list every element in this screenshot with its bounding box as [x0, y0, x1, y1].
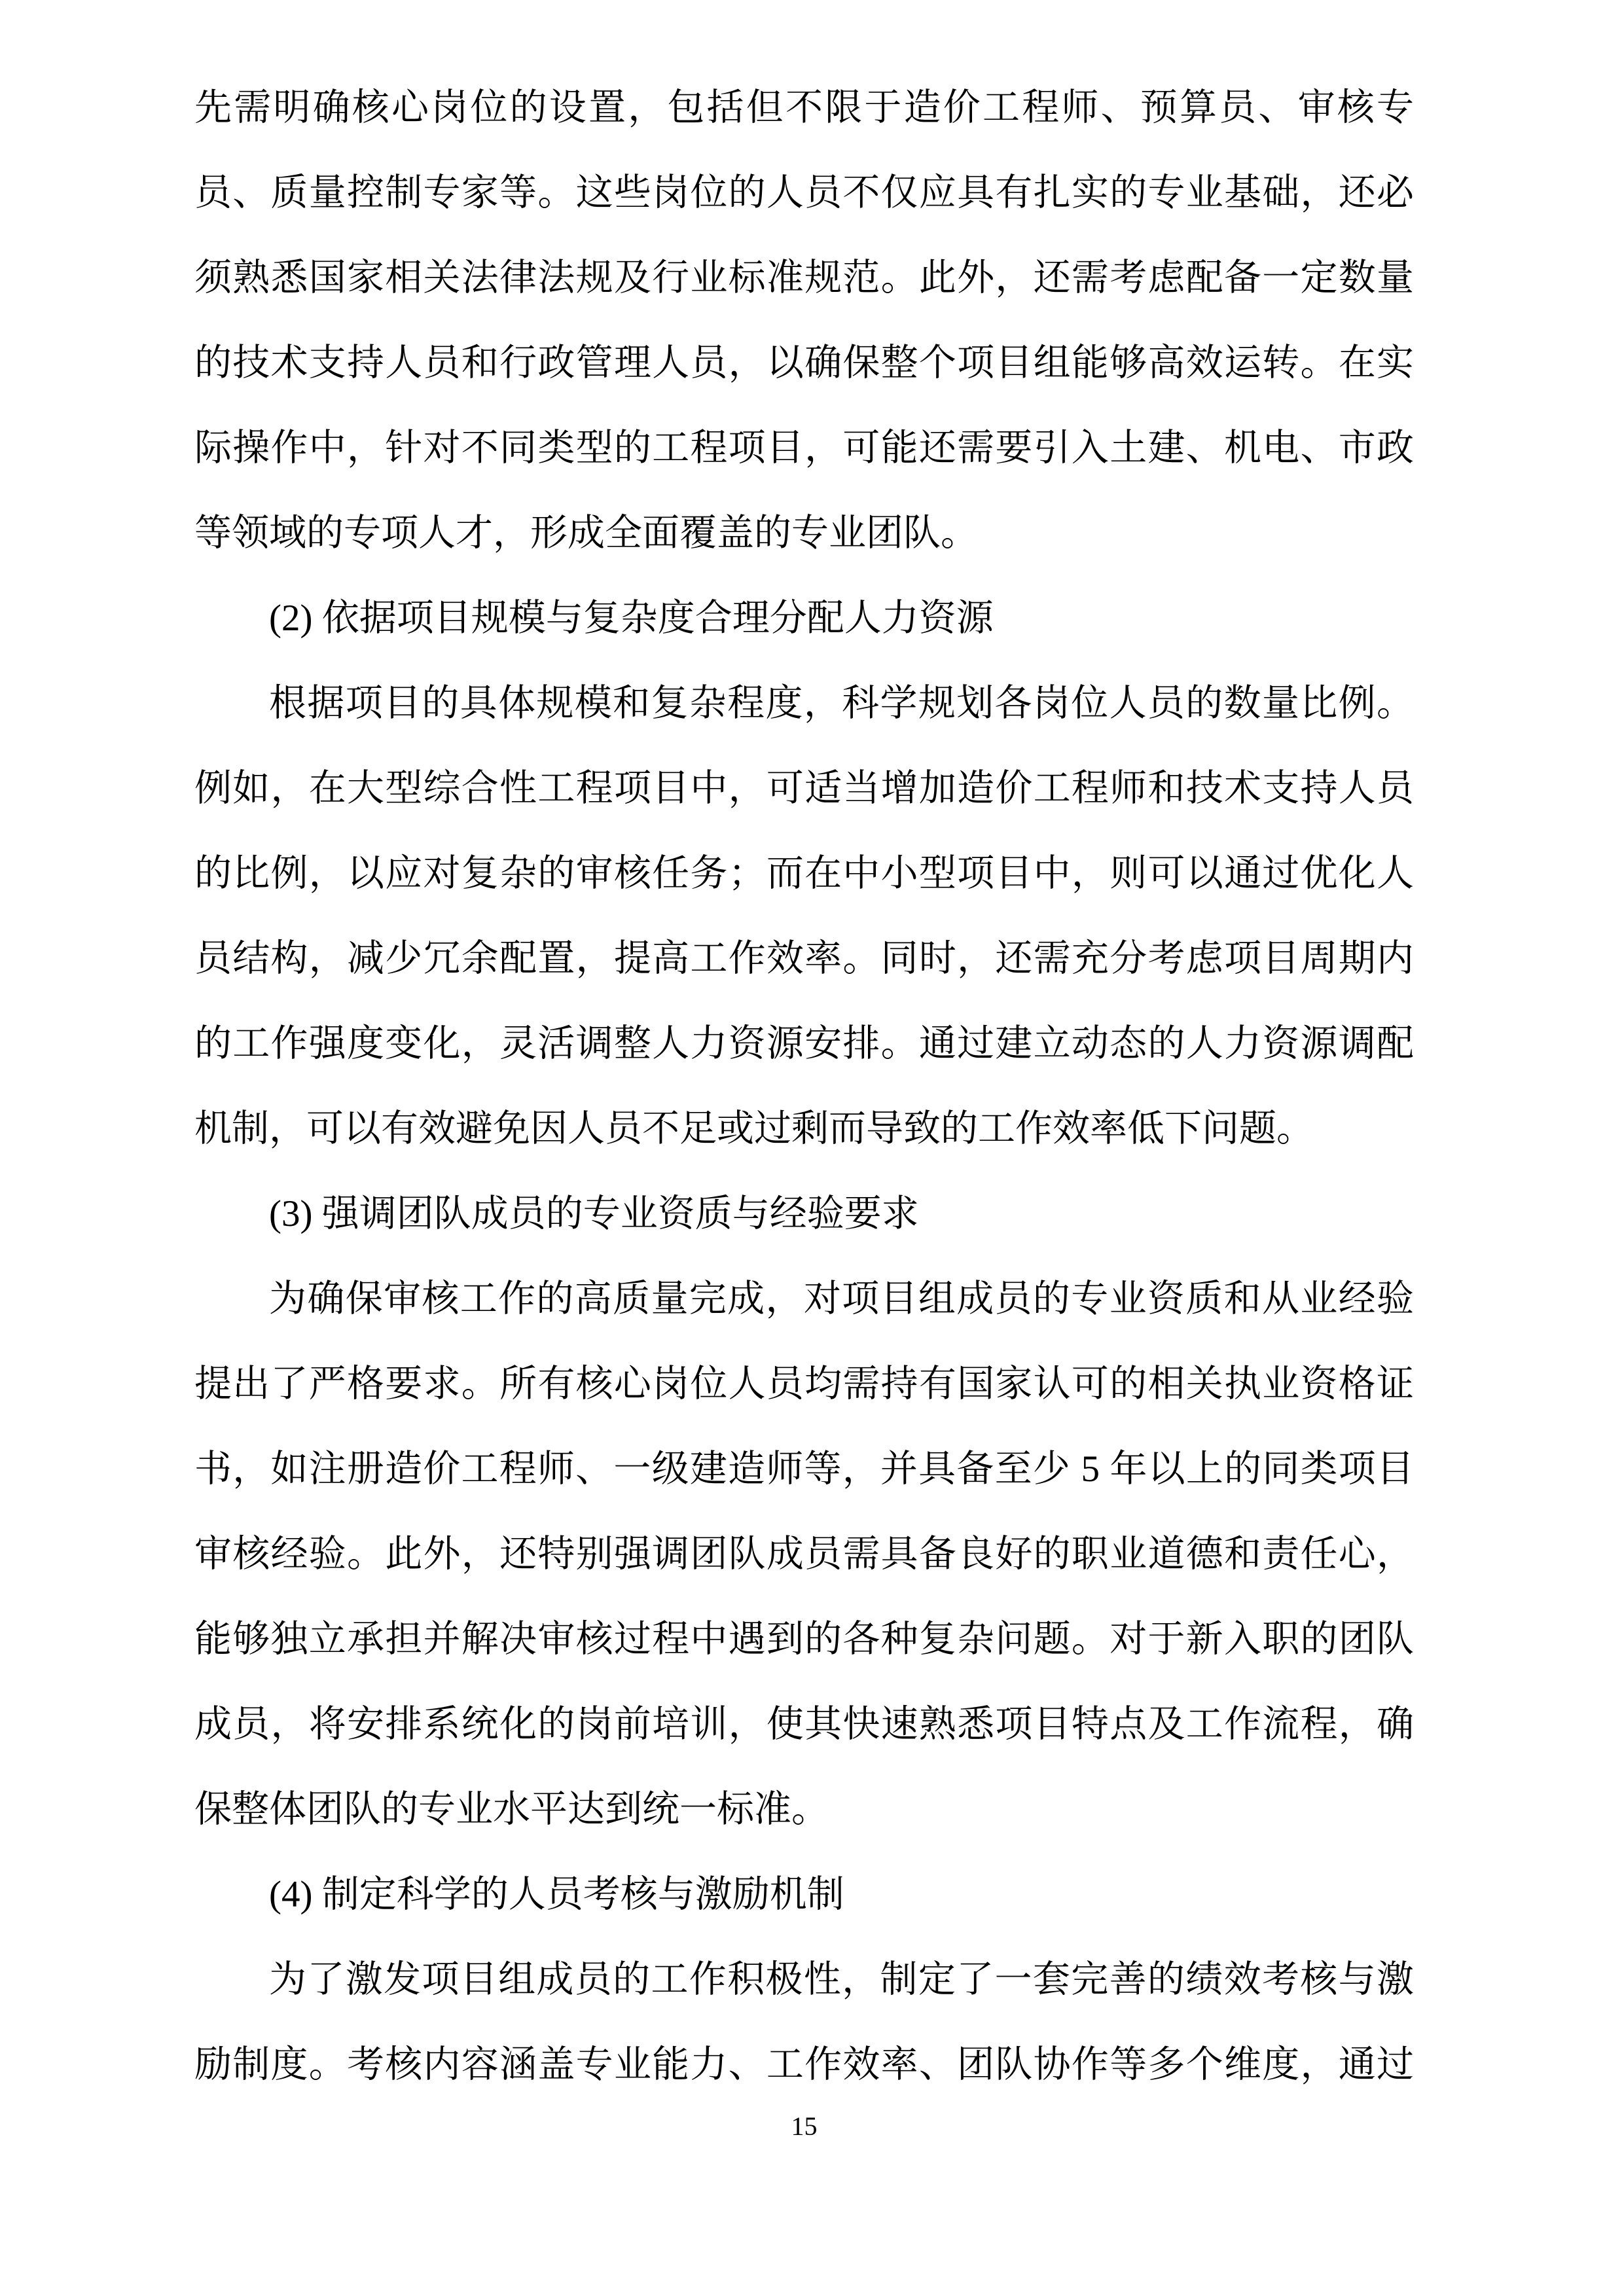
- text-line: 先需明确核心岗位的设置，包括但不限于造价工程师、预算员、审核专: [194, 87, 1414, 128]
- text-line: 员结构，减少冗余配置，提高工作效率。同时，还需充分考虑项目周期内: [194, 938, 1414, 979]
- text-line: 机制，可以有效避免因人员不足或过剩而导致的工作效率低下问题。: [194, 1108, 1314, 1149]
- text-line: 书，如注册造价工程师、一级建造师等，并具备至少 5 年以上的同类项目: [194, 1448, 1414, 1490]
- text-line: 能够独立承担并解决审核过程中遇到的各种复杂问题。对于新入职的团队: [194, 1619, 1414, 1660]
- text-line: 成员，将安排系统化的岗前培训，使其快速熟悉项目特点及工作流程，确: [194, 1704, 1414, 1745]
- text-line: 的比例，以应对复杂的审核任务；而在中小型项目中，则可以通过优化人: [194, 853, 1414, 894]
- text-line: 为确保审核工作的高质量完成，对项目组成员的专业资质和从业经验: [269, 1278, 1414, 1319]
- text-line: 等领域的专项人才，形成全面覆盖的专业团队。: [194, 512, 978, 554]
- text-line: 须熟悉国家相关法律法规及行业标准规范。此外，还需考虑配备一定数量: [194, 257, 1414, 298]
- section-heading: (2) 依据项目规模与复杂度合理分配人力资源: [269, 598, 994, 639]
- text-line: 励制度。考核内容涵盖专业能力、工作效率、团队协作等多个维度，通过: [194, 2044, 1414, 2085]
- page-number: 15: [791, 2111, 818, 2141]
- body-text: [194, 65, 1414, 2108]
- text-line: 例如，在大型综合性工程项目中，可适当增加造价工程师和技术支持人员: [194, 768, 1414, 809]
- text-line: 员、质量控制专家等。这些岗位的人员不仅应具有扎实的专业基础，还必: [194, 172, 1414, 213]
- text-line: 的技术支持人员和行政管理人员，以确保整个项目组能够高效运转。在实: [194, 342, 1414, 384]
- text-line: 提出了严格要求。所有核心岗位人员均需持有国家认可的相关执业资格证: [194, 1363, 1414, 1405]
- section-heading: (3) 强调团队成员的专业资质与经验要求: [269, 1193, 919, 1234]
- text-line: 的工作强度变化，灵活调整人力资源安排。通过建立动态的人力资源调配: [194, 1023, 1414, 1064]
- text-line: 际操作中，针对不同类型的工程项目，可能还需要引入土建、机电、市政: [194, 427, 1414, 469]
- text-line: 审核经验。此外，还特别强调团队成员需具备良好的职业道德和责任心，: [194, 1534, 1414, 1575]
- text-line: 为了激发项目组成员的工作积极性，制定了一套完善的绩效考核与激: [269, 1959, 1414, 2000]
- section-heading: (4) 制定科学的人员考核与激励机制: [269, 1874, 844, 1915]
- text-line: 保整体团队的专业水平达到统一标准。: [194, 1789, 829, 1830]
- text-line: 根据项目的具体规模和复杂程度，科学规划各岗位人员的数量比例。: [269, 683, 1414, 724]
